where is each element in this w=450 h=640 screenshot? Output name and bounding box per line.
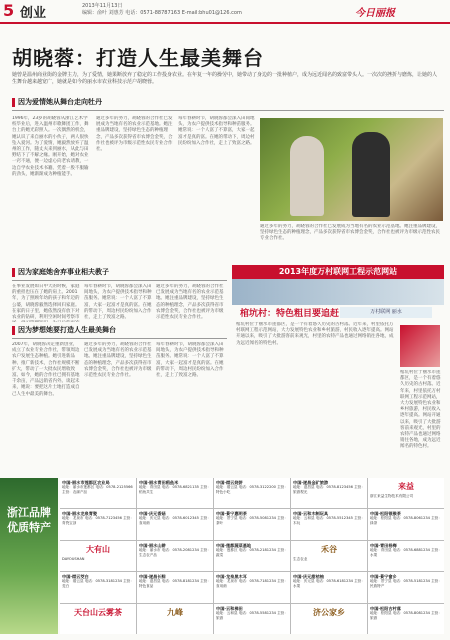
company-detail: 地址：景宁县 电话：0578-5081234 主营：茶叶 bbox=[216, 516, 288, 526]
section-body-2c: 通过多年的努力，胡晓蓉的合作社已发展成为当地有名的农业示范基地。她注重品牌建设，坚持绿色生态的种植理念，产品多次获得省市农博会金奖，合作社也被评为市级示范性农民专业合作社。 bbox=[156, 284, 224, 321]
directory-cell bbox=[137, 572, 213, 602]
company-name: 中国·松阳银猴茶 bbox=[370, 511, 401, 517]
issue-date: 2013年11月13日 bbox=[82, 3, 123, 9]
company-detail: 地址：庆元县 电话：0578-6181234 主营：水果 bbox=[293, 579, 365, 589]
company-name: 中国·景宁惠明茶 bbox=[216, 511, 247, 517]
directory-cell bbox=[291, 478, 367, 508]
section-heading-1: 因为爱情她从舞台走向牡丹 bbox=[12, 98, 102, 107]
company-detail: 地址：缙云县 电话：0578-3122200 主营：特色小吃 bbox=[216, 485, 288, 494]
page-number: 5 bbox=[3, 1, 15, 20]
company-name: 中国·景宁畲乡 bbox=[370, 574, 397, 580]
section-body-2b: 每年春耕时节，胡晓蓉都会深入田间地头，为农户提供技术指导和种苗服务。她常说：一个人富了不算富，大家一起富才是真的富。在她的带动下，周边村民纷纷加入合作社，走上了致富之路。 bbox=[84, 284, 152, 321]
company-name: 中国·遂昌长粽 bbox=[139, 574, 166, 580]
company-detail: 地址：龙泉市 电话：0578-7123456 主营：青瓷宝剑 bbox=[62, 516, 134, 526]
company-detail: 地址：遂昌县 电话：0578-8123456 主营：旅游观光 bbox=[293, 485, 365, 494]
directory-cell bbox=[368, 604, 444, 634]
editors: 编辑：俞叶 刘惠芳 bbox=[82, 10, 124, 16]
company-detail: 地址：景宁县 电话：0578-5181234 主营：民族特产 bbox=[370, 579, 442, 589]
ad-photo bbox=[400, 325, 440, 367]
directory-logo: 九峰 bbox=[167, 607, 183, 617]
directory-cell bbox=[368, 478, 444, 508]
company-detail: 地址：青田县 电话：0578-6881234 主营：水果 bbox=[370, 547, 442, 557]
article-lead: 她曾是温州商业街的金牌主力，为了爱情，她果断放弃了稳定的工作投身农业。在年复一年的操劳中，她带动了身边的一批种植户，成为远近闻名的致富带头人。一次次的挫折与磨炼，让她的人生舞台越来越宽广，她就是如今的丽水市农业科技示范户胡晓蓉。 bbox=[12, 72, 438, 85]
directory-cell bbox=[60, 509, 136, 539]
company-detail: 浙江来益生物技术有限公司 bbox=[370, 494, 414, 498]
directory-cell bbox=[137, 509, 213, 539]
company-name: 中国·龙泉黑木耳 bbox=[216, 574, 247, 580]
company-name: 中国·松阳古村落 bbox=[370, 605, 401, 611]
photo-side-text: 通过多年的努力，胡晓蓉的合作社已发展成为当地有名的农业示范基地。她注重品牌建设，坚持绿色生态的种植理念，产品多次获得省市农博会金奖，合作社也被评为市级示范性农民专业合作社。 bbox=[260, 224, 440, 242]
ad-banner-image bbox=[232, 279, 444, 305]
directory-logo: 禾谷 bbox=[321, 544, 337, 554]
section-body-2: 在事业发展如日中天的时候，家庭的重担也压在了她的肩上。2001年，为了照顾年幼的孩子和年迈的公婆，胡晓蓉毅然选择回归家庭。在家的日子里，她依然没有放下对农业的钻研，利用空闲时间考察市 bbox=[12, 284, 80, 321]
directory-cell bbox=[368, 541, 444, 571]
divider bbox=[12, 280, 227, 281]
directory-logo: 来益 bbox=[398, 482, 414, 491]
company-detail: 生态农业 bbox=[293, 556, 308, 561]
company-detail: 地址：松阳县 电话：0578-8081234 主营：旅游 bbox=[370, 610, 442, 620]
section-body-3c: 每年春耕时节，胡晓蓉都会深入田间地头，为农户提供技术指导和种苗服务。她常说：一个人富了不算富，大家一起富才是真的富。在她的带动下，周边村民纷纷加入合作社，走上了致富之路。 bbox=[156, 342, 224, 379]
section-body-3: 2007年，胡晓蓉决定重新创业，成立了农业专业合作社，带领周边农户发展生态种植。她引进新品种、推广新技术，合作社规模不断扩大，带动了一大批农民增收致富。如今，她的合作社已拥有基地千余亩，产品远销省内外。谈起未来，她说：要把这片土地打造成自己人生中最美的舞台。 bbox=[12, 342, 80, 397]
directory-cell bbox=[60, 541, 136, 571]
section-heading-3: 因为梦想她要打造人生最美舞台 bbox=[12, 326, 116, 335]
directory-cell bbox=[137, 604, 213, 634]
company-detail: 地址：庆元县 电话：0578-6012345 主营：食用菌 bbox=[139, 516, 211, 526]
company-detail: DAYOUSHAN bbox=[62, 556, 85, 561]
directory-cell bbox=[214, 541, 290, 571]
directory-cell bbox=[291, 572, 367, 602]
directory-cell bbox=[137, 478, 213, 508]
section-name: 创业 bbox=[20, 6, 47, 21]
company-name: 中国·遂昌金矿旅游 bbox=[293, 480, 329, 485]
article-photo bbox=[260, 118, 443, 221]
directory-side-label: 浙江品牌 优质特产 bbox=[7, 506, 51, 534]
company-detail: 地址：莲都区 电话：0578-2181234 主营：蔬菜 bbox=[216, 547, 288, 557]
company-detail: 地址：云和县 电话：0578-5512345 主营：木玩 bbox=[293, 516, 365, 526]
article-column-3: 每年春耕时节，胡晓蓉都会深入田间地头，为农户提供技术指导和种苗服务。她常说：一个人富了不算富，大家一起富才是真的富。在她的带动下，周边村民纷纷加入合作社，走上了致富之路。 bbox=[178, 116, 255, 146]
company-name: 中国·缙云茭白 bbox=[62, 574, 89, 580]
company-name: 中国·云和木制玩具 bbox=[293, 511, 329, 517]
directory-cell bbox=[368, 572, 444, 602]
company-detail: 地址：云和县 电话：0578-5581234 主营：旅游 bbox=[216, 610, 288, 620]
company-name: 中国·庆元甜桔柚 bbox=[293, 574, 324, 580]
divider bbox=[12, 110, 444, 111]
company-name: 中国·莲都蔬菜基地 bbox=[216, 542, 252, 548]
header-meta bbox=[82, 3, 242, 17]
business-directory bbox=[60, 478, 444, 634]
section-body-1: 1996年，23岁的胡晓蓉从浙江艺术学校毕业后，进入温州市歌舞团工作，舞台上的她光彩照人。一次偶然的机会，她认识了来自丽水的小伙子，两人很快坠入爱河。为了爱情，她毅然放弃了温州的工作，随丈夫来到丽水，从此与田野结下了不解之缘。刚开始，她对农业一窍不通，便一边虚心向老农请教，一边自学农业技术书籍。凭着一股不服输的劲头，她渐渐成为种植能手。 bbox=[12, 116, 89, 177]
directory-cell bbox=[291, 509, 367, 539]
company-name: 中国·云和梯田 bbox=[216, 605, 243, 611]
company-name: 中国·缙云烧饼 bbox=[216, 480, 243, 485]
article-column-2: 通过多年的努力，胡晓蓉的合作社已发展成为当地有名的农业示范基地。她注重品牌建设，坚持绿色生态的种植理念，产品多次获得省市农博会金奖，合作社也被评为市级示范性农民专业合作社。 bbox=[96, 116, 173, 153]
ad-logo: 万村联网 丽水 bbox=[340, 307, 432, 318]
company-name: 中国·庆元香菇 bbox=[139, 511, 166, 517]
company-name: 中国·丽水龙泉青瓷 bbox=[62, 511, 98, 517]
email: E-mail:bhu01@126.com bbox=[181, 10, 242, 16]
company-detail: 地址：遂昌县 电话：0578-8181234 主营：特色食品 bbox=[139, 579, 211, 589]
phone: 电话：0571-88787163 bbox=[125, 10, 181, 16]
directory-logo: 济公家乡 bbox=[313, 607, 345, 617]
directory-cell bbox=[214, 478, 290, 508]
section-body-3b: 通过多年的努力，胡晓蓉的合作社已发展成为当地有名的农业示范基地。她注重品牌建设，坚持绿色生态的种植理念，产品多次获得省市农博会金奖，合作社也被评为市级示范性农民专业合作社。 bbox=[84, 342, 152, 379]
company-detail: 地址：青田县 电话：0578-6821135 主营：稻鱼共生 bbox=[139, 485, 211, 494]
person-figure bbox=[290, 136, 324, 216]
company-name: 中国·青田杨梅 bbox=[370, 542, 397, 548]
ad-body-2: 棺坑村位于丽水市莲都区，是一个有着悠久历史的古村落。近年来，村里依托万村联网工程示范网站，大力发展特色农业和乡村旅游，村民收入逐年提高。网站开通以来，吸引了大批游客前来观光，村里的农特产品也通过网络销往各地，成为远近闻名的特色村。 bbox=[400, 370, 441, 450]
article-title: 胡晓蓉：打造人生最美舞台 bbox=[12, 46, 264, 70]
directory-cell bbox=[291, 604, 367, 634]
directory-cell bbox=[214, 604, 290, 634]
ad-body: 棺坑村位于丽水市莲都区，是一个有着悠久历史的古村落。近年来，村里依托万村联网工程示范网站，大力发展特色农业和乡村旅游，村民收入逐年提高。网站开通以来，吸引了大批游客前来观光，村里的农特产品也通过网络销往各地，成为远近闻名的特色村。 bbox=[236, 322, 394, 346]
directory-cell bbox=[60, 572, 136, 602]
company-detail: 地址：缙云县 电话：0578-3181234 主营：茭白 bbox=[62, 579, 134, 589]
directory-cell bbox=[60, 604, 136, 634]
company-name: 中国·丽水市莲都区农业局 bbox=[62, 480, 110, 485]
directory-logo: 天台山云雾茶 bbox=[74, 607, 122, 617]
directory-side-banner bbox=[0, 478, 58, 634]
company-name: 中国·丽水青田稻鱼米 bbox=[139, 480, 179, 485]
divider bbox=[12, 338, 227, 339]
directory-logo: 大有山 bbox=[86, 544, 110, 554]
company-detail: 地址：丽水市 电话：0578-2081234 主营：生态农产品 bbox=[139, 547, 211, 557]
company-name: 中国·丽水山耕 bbox=[139, 542, 166, 548]
directory-cell bbox=[291, 541, 367, 571]
directory-cell bbox=[60, 478, 136, 508]
directory-cell bbox=[214, 509, 290, 539]
newspaper-brand: 今日丽报 bbox=[355, 8, 395, 19]
company-detail: 地址：松阳县 电话：0578-8061234 主营：绿茶 bbox=[370, 516, 442, 526]
section-heading-2: 因为家庭她舍弃事业相夫教子 bbox=[12, 268, 109, 277]
ad-subtitle: 棺坑村：特色粗目要追赶 bbox=[240, 309, 340, 319]
directory-cell bbox=[137, 541, 213, 571]
directory-cell bbox=[368, 509, 444, 539]
company-detail: 地址：丽水市莲都区 电话：0578-2125566 主营：农副产品 bbox=[62, 485, 133, 494]
ad-banner: 2013年度万村联网工程示范网站 bbox=[232, 265, 444, 279]
person-figure bbox=[352, 132, 390, 217]
company-detail: 地址：龙泉市 电话：0578-7181234 主营：食用菌 bbox=[216, 579, 288, 589]
directory-cell bbox=[214, 572, 290, 602]
